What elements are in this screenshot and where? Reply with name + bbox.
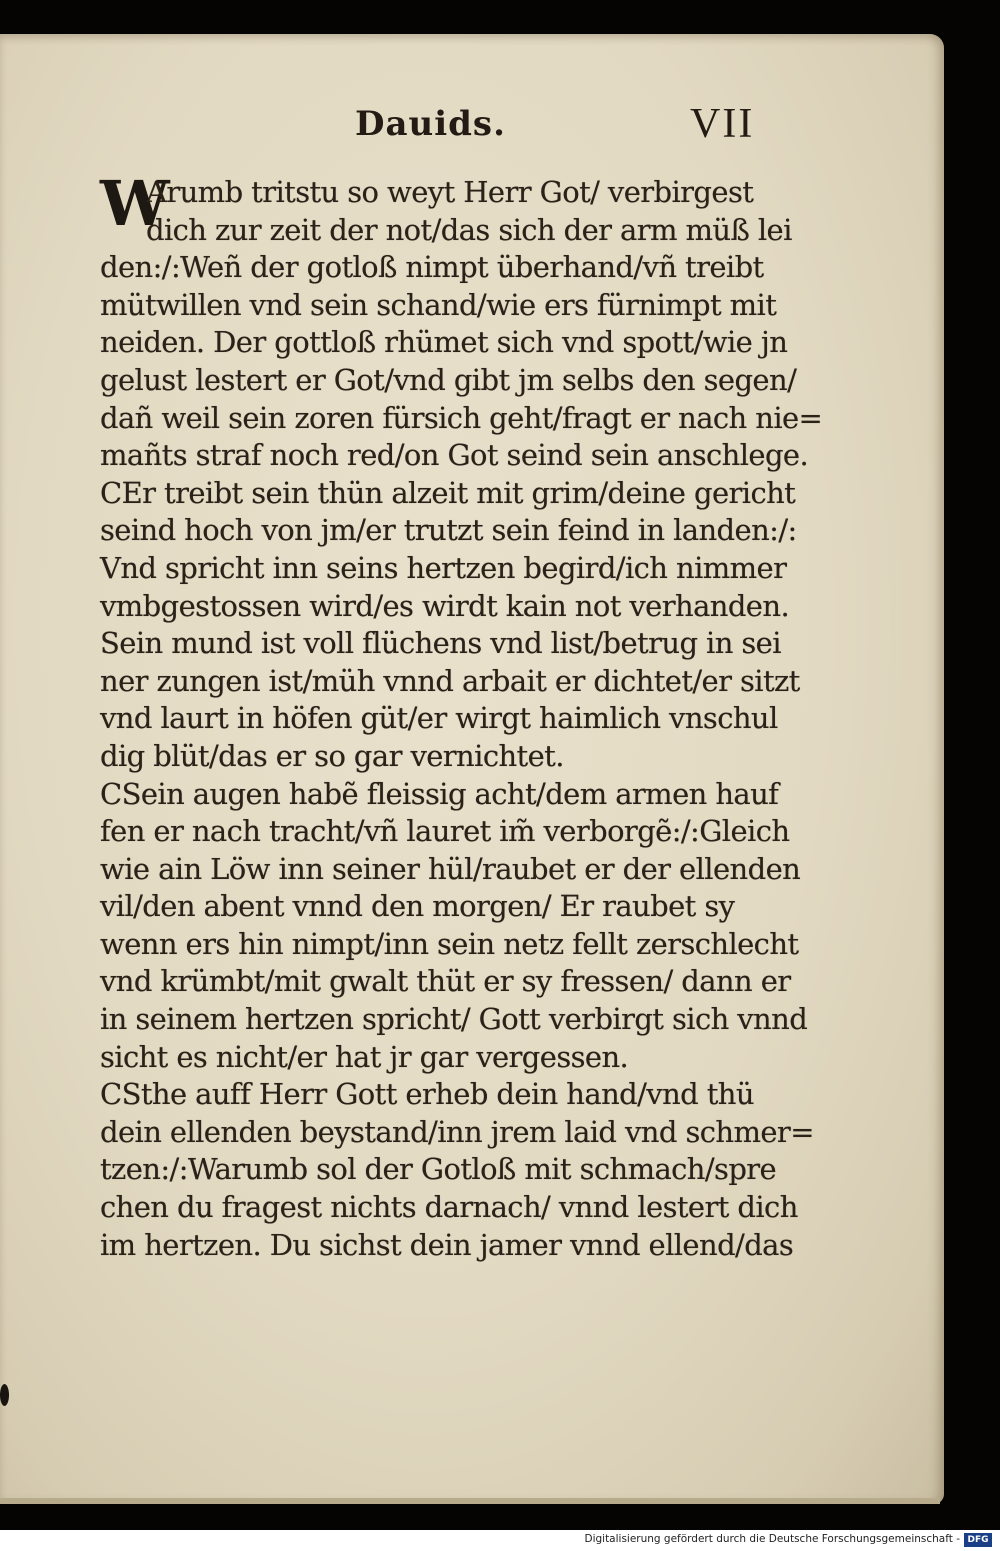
text-line: Sein mund ist voll flüchens vnd list/betrug in sei	[100, 626, 781, 661]
page-header	[0, 96, 944, 146]
text-line: CSthe auff Herr Gott erheb dein hand/vnd thü	[100, 1077, 754, 1112]
page-edge	[0, 1498, 940, 1504]
text-line: Vnd spricht inn seins hertzen begird/ich nimmer	[100, 550, 787, 585]
text-line: in seinem hertzen spricht/ Gott verbirgt sich vnnd	[100, 1002, 808, 1037]
text-line: seind hoch von jm/er trutzt sein feind in landen:/:	[100, 513, 797, 548]
text-line: Arumb tritstu so weyt Herr Got/ verbirgest	[146, 175, 754, 209]
text-line: dich zur zeit der not/das sich der arm müß lei	[146, 212, 792, 247]
text-line: wie ain Löw inn seiner hül/raubet er der ellenden	[100, 851, 801, 886]
text-line: im hertzen. Du sichst dein jamer vnnd ellend/das	[100, 1227, 794, 1262]
ink-spot	[0, 1384, 9, 1406]
text-line: wenn ers hin nimpt/inn sein netz fellt zerschlecht	[100, 926, 799, 961]
text-line: sicht es nicht/er hat jr gar vergessen.	[100, 1039, 629, 1074]
text-line: fen er nach tracht/vñ lauret im̃ verborgẽ:/:Gleich	[100, 814, 790, 849]
text-line: mütwillen vnd sein schand/wie ers fürnimpt mit	[100, 287, 777, 322]
text-line: neiden. Der gottloß rhümet sich vnd spott/wie jn	[100, 325, 788, 360]
text-line: dañ weil sein zoren fürsich geht/fragt er nach nie=	[100, 400, 823, 435]
decorated-initial: W	[100, 167, 170, 240]
text-line: mañts straf noch red/on Got seind sein anschlege.	[100, 438, 809, 473]
dfg-logo-icon: DFG	[964, 1533, 992, 1547]
text-line: CEr treibt sein thün alzeit mit grim/deine gericht	[100, 475, 796, 510]
text-line: den:/:Weñ der gotloß nimpt überhand/vñ treibt	[100, 250, 764, 285]
text-line: CSein augen habẽ fleissig acht/dem armen hauf	[100, 776, 779, 811]
folio-number: VII	[690, 101, 755, 147]
text-line: tzen:/:Warumb sol der Gotloß mit schmach/spre	[100, 1152, 777, 1187]
book-page	[0, 34, 944, 1504]
text-line: gelust lestert er Got/vnd gibt jm selbs den segen/	[100, 362, 797, 397]
running-head: Dauids.	[355, 104, 506, 144]
text-line: vnd krümbt/mit gwalt thüt er sy fressen/ dann er	[100, 964, 791, 999]
funding-credit: Digitalisierung gefördert durch die Deutsche Forschungsgemeinschaft -	[584, 1533, 960, 1545]
text-line: vmbgestossen wird/es wirdt kain not verhanden.	[100, 588, 790, 623]
text-line: ner zungen ist/müh vnnd arbait er dichtet/er sitzt	[100, 663, 800, 698]
text-block	[100, 167, 825, 1264]
text-line: chen du fragest nichts darnach/ vnnd lestert dich	[100, 1190, 798, 1225]
text-line: dig blüt/das er so gar vernichtet.	[100, 738, 564, 773]
digitization-footer	[0, 1530, 1000, 1551]
text-line: vil/den abent vnnd den morgen/ Er raubet sy	[100, 889, 735, 924]
text-line: vnd laurt in höfen güt/er wirgt haimlich vnschul	[100, 701, 778, 736]
text-line: dein ellenden beystand/inn jrem laid vnd schmer=	[100, 1114, 814, 1149]
